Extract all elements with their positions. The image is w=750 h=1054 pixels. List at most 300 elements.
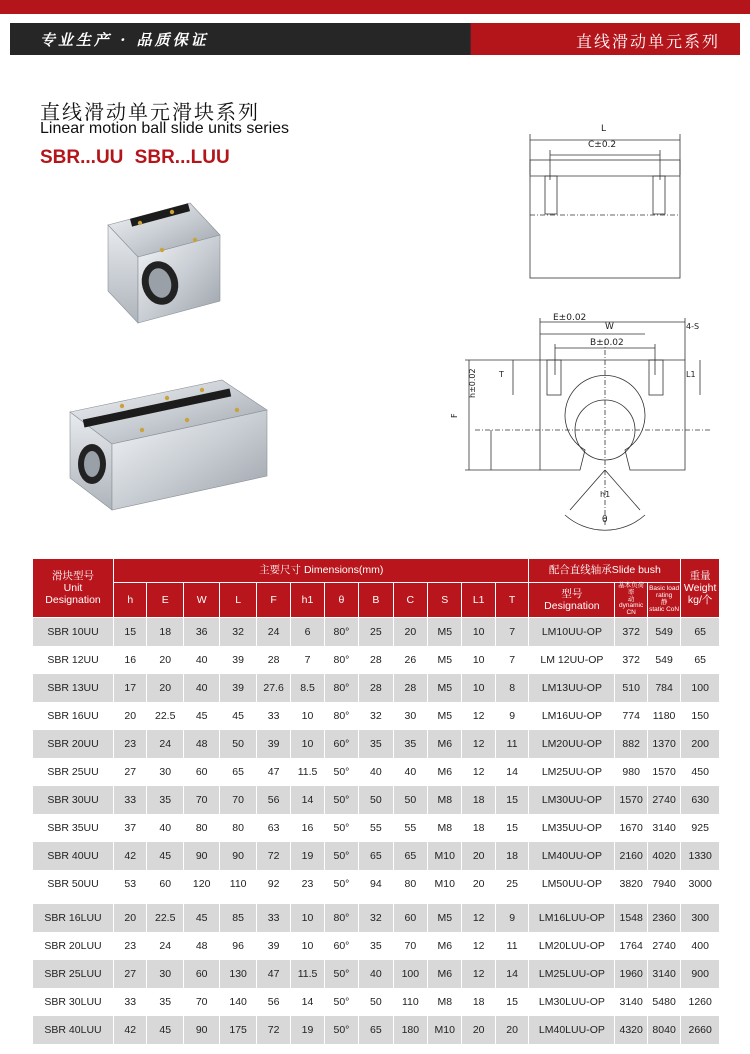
table-cell: 32 (359, 904, 393, 932)
table-cell: 549 (647, 618, 680, 646)
table-cell: SBR 20LUU (33, 932, 114, 960)
table-cell: 8040 (647, 1016, 680, 1044)
header-dimensions: 主要尺寸 Dimensions(mm) (114, 559, 529, 583)
table-cell: 1260 (681, 988, 720, 1016)
table-cell: LM16LUU-OP (529, 904, 615, 932)
table-cell: 28 (359, 646, 393, 674)
table-cell: 3140 (647, 960, 680, 988)
table-cell: 65 (359, 1016, 393, 1044)
table-cell: 1670 (615, 814, 647, 842)
header-static-en: static CoN (649, 605, 680, 613)
table-cell: 24 (147, 730, 183, 758)
table-cell: M6 (428, 758, 462, 786)
table-cell: 30 (393, 702, 427, 730)
dim-h1: h1 (600, 490, 611, 499)
spec-table (32, 558, 720, 1044)
table-cell: 925 (681, 814, 720, 842)
table-cell: 70 (183, 988, 219, 1016)
table-cell: 20 (114, 904, 147, 932)
table-cell: 14 (291, 988, 324, 1016)
table-cell: 11.5 (291, 758, 324, 786)
table-row (33, 758, 720, 786)
header-unit-en2: Designation (45, 594, 101, 607)
table-cell: M5 (428, 674, 462, 702)
table-cell: 980 (615, 758, 647, 786)
table-cell: 10 (462, 618, 495, 646)
page-title-en: Linear motion ball slide units series (40, 120, 290, 137)
table-cell: 15 (495, 786, 528, 814)
table-row (33, 646, 720, 674)
model-names: SBR...UU SBR...LUU (40, 147, 230, 168)
table-cell: 35 (393, 730, 427, 758)
table-cell: 56 (256, 786, 290, 814)
table-cell: 23 (114, 932, 147, 960)
table-cell: 3140 (647, 814, 680, 842)
table-row (33, 960, 720, 988)
table-cell: 50° (324, 988, 358, 1016)
table-cell: SBR 50UU (33, 870, 114, 898)
header-slide-bush: 配合直线轴承Slide bush (529, 559, 681, 583)
dim-E: E±0.02 (553, 313, 587, 323)
table-cell: 1548 (615, 904, 647, 932)
header-col-6: θ (324, 583, 358, 618)
table-cell: 100 (681, 674, 720, 702)
table-cell: 80° (324, 646, 358, 674)
table-cell: 50° (324, 960, 358, 988)
table-cell: 23 (291, 870, 324, 898)
table-row (33, 870, 720, 898)
table-cell: SBR 13UU (33, 674, 114, 702)
table-cell: SBR 16UU (33, 702, 114, 730)
header-load-en: Basic load rating (649, 585, 680, 600)
dim-theta: θ (602, 515, 608, 525)
header-static-cn: 静 (660, 599, 668, 607)
header-col-11: T (495, 583, 528, 618)
header-dynamic (615, 583, 647, 618)
table-cell: SBR 10UU (33, 618, 114, 646)
table-cell: SBR 30LUU (33, 988, 114, 1016)
table-cell: LM 12UU-OP (529, 646, 615, 674)
table-cell: 18 (462, 786, 495, 814)
table-cell: 45 (220, 702, 256, 730)
table-cell: 65 (393, 842, 427, 870)
table-cell: 4320 (615, 1016, 647, 1044)
table-cell: 549 (647, 646, 680, 674)
table-row (33, 932, 720, 960)
table-cell: 11.5 (291, 960, 324, 988)
table-cell: 53 (114, 870, 147, 898)
table-cell: 14 (495, 758, 528, 786)
table-cell: 15 (495, 814, 528, 842)
table-cell: 1180 (647, 702, 680, 730)
table-cell: 39 (256, 932, 290, 960)
table-cell: 150 (681, 702, 720, 730)
table-cell: 12 (462, 932, 495, 960)
table-cell: 3820 (615, 870, 647, 898)
table-cell: 80 (393, 870, 427, 898)
table-cell: M5 (428, 646, 462, 674)
table-cell: 28 (393, 674, 427, 702)
table-cell: 24 (147, 932, 183, 960)
table-cell: SBR 12UU (33, 646, 114, 674)
table-cell: LM35UU-OP (529, 814, 615, 842)
table-cell: 40 (359, 758, 393, 786)
table-cell: M10 (428, 842, 462, 870)
table-cell: 50 (393, 786, 427, 814)
header-col-0: h (114, 583, 147, 618)
table-cell: 55 (359, 814, 393, 842)
table-cell: SBR 25UU (33, 758, 114, 786)
table-cell: 1570 (615, 786, 647, 814)
table-cell: SBR 16LUU (33, 904, 114, 932)
table-cell: 70 (220, 786, 256, 814)
header-dynamic-en: dynamic CN (619, 602, 644, 617)
header-col-1: E (147, 583, 183, 618)
table-cell: 12 (462, 904, 495, 932)
table-cell: M8 (428, 814, 462, 842)
banner-red-strip (0, 0, 750, 14)
table-cell: 20 (114, 702, 147, 730)
table-cell: LM16UU-OP (529, 702, 615, 730)
table-cell: 27 (114, 758, 147, 786)
table-cell: 40 (359, 960, 393, 988)
table-cell: 90 (183, 842, 219, 870)
table-cell: LM20LUU-OP (529, 932, 615, 960)
table-cell: LM40UU-OP (529, 842, 615, 870)
table-cell: SBR 35UU (33, 814, 114, 842)
table-cell: 300 (681, 904, 720, 932)
table-cell: 630 (681, 786, 720, 814)
table-cell: 10 (291, 904, 324, 932)
table-cell: 3140 (615, 988, 647, 1016)
table-cell: 11 (495, 730, 528, 758)
table-cell: 1330 (681, 842, 720, 870)
table-cell: 42 (114, 842, 147, 870)
table-cell: 60 (393, 904, 427, 932)
table-cell: 110 (393, 988, 427, 1016)
header-weight-en2: kg/个 (687, 594, 713, 607)
table-cell: 14 (291, 786, 324, 814)
table-cell: 882 (615, 730, 647, 758)
product-photo-sbr-luu (62, 368, 277, 518)
table-cell: 45 (183, 702, 219, 730)
table-cell: M8 (428, 786, 462, 814)
table-cell: 28 (359, 674, 393, 702)
table-cell: 60 (183, 960, 219, 988)
table-cell: 19 (291, 842, 324, 870)
table-cell: 80° (324, 702, 358, 730)
table-cell: 30 (147, 758, 183, 786)
table-cell: 60 (147, 870, 183, 898)
table-cell: 36 (183, 618, 219, 646)
table-cell: 2740 (647, 786, 680, 814)
table-cell: M5 (428, 618, 462, 646)
dim-W: W (605, 322, 614, 332)
table-cell: M6 (428, 960, 462, 988)
table-cell: M5 (428, 904, 462, 932)
table-cell: 65 (681, 646, 720, 674)
header-col-5: h1 (291, 583, 324, 618)
table-cell: 120 (183, 870, 219, 898)
table-cell: 50 (220, 730, 256, 758)
table-cell: 27.6 (256, 674, 290, 702)
table-cell: 60° (324, 730, 358, 758)
table-row (33, 786, 720, 814)
table-cell: 42 (114, 1016, 147, 1044)
dim-B: B±0.02 (590, 338, 624, 348)
table-cell: 47 (256, 758, 290, 786)
table-cell: 80° (324, 618, 358, 646)
table-cell: 50 (359, 786, 393, 814)
table-cell: 80° (324, 904, 358, 932)
table-cell: 17 (114, 674, 147, 702)
table-cell: 28 (256, 646, 290, 674)
table-cell: 200 (681, 730, 720, 758)
table-cell: 45 (147, 842, 183, 870)
table-cell: 7 (291, 646, 324, 674)
table-cell: 37 (114, 814, 147, 842)
table-cell: 450 (681, 758, 720, 786)
table-cell: 26 (393, 646, 427, 674)
table-row (33, 988, 720, 1016)
table-cell: 11 (495, 932, 528, 960)
table-cell: LM10UU-OP (529, 618, 615, 646)
table-cell: LM30UU-OP (529, 786, 615, 814)
table-cell: 90 (183, 1016, 219, 1044)
header-designation (529, 583, 615, 618)
table-cell: 22.5 (147, 904, 183, 932)
table-cell: 25 (495, 870, 528, 898)
dim-L1: L1 (686, 370, 696, 379)
table-cell: 18 (462, 814, 495, 842)
table-cell: 50° (324, 842, 358, 870)
header-col-7: B (359, 583, 393, 618)
table-cell: 1370 (647, 730, 680, 758)
table-cell: 27 (114, 960, 147, 988)
table-cell: 33 (256, 904, 290, 932)
table-cell: 140 (220, 988, 256, 1016)
table-cell: 774 (615, 702, 647, 730)
table-cell: 10 (291, 932, 324, 960)
table-cell: 94 (359, 870, 393, 898)
table-cell: 15 (495, 988, 528, 1016)
banner-series-title: 直线滑动单元系列 (575, 32, 720, 51)
table-cell: M6 (428, 932, 462, 960)
table-cell: LM13UU-OP (529, 674, 615, 702)
table-cell: 18 (462, 988, 495, 1016)
header-col-3: L (220, 583, 256, 618)
header-col-9: S (428, 583, 462, 618)
header-col-2: W (183, 583, 219, 618)
technical-drawing-end (455, 300, 720, 535)
table-cell: 20 (393, 618, 427, 646)
table-cell: 7940 (647, 870, 680, 898)
table-cell: 48 (183, 730, 219, 758)
header-col-10: L1 (462, 583, 495, 618)
table-cell: 80° (324, 674, 358, 702)
table-cell: LM40LUU-OP (529, 1016, 615, 1044)
table-cell: 39 (220, 646, 256, 674)
table-cell: 33 (256, 702, 290, 730)
header-weight-en1: Weight (683, 582, 717, 594)
table-cell: 5480 (647, 988, 680, 1016)
table-cell: 7 (495, 618, 528, 646)
table-cell: LM25LUU-OP (529, 960, 615, 988)
table-cell: 175 (220, 1016, 256, 1044)
table-cell: 10 (462, 674, 495, 702)
table-cell: 12 (462, 702, 495, 730)
table-cell: 4020 (647, 842, 680, 870)
table-cell: 8 (495, 674, 528, 702)
table-cell: 18 (147, 618, 183, 646)
table-cell: 90 (220, 842, 256, 870)
table-cell: LM20UU-OP (529, 730, 615, 758)
table-row (33, 904, 720, 932)
table-cell: 180 (393, 1016, 427, 1044)
table-cell: 63 (256, 814, 290, 842)
table-cell: 20 (462, 870, 495, 898)
table-cell: 72 (256, 842, 290, 870)
table-cell: 40 (393, 758, 427, 786)
header-unit-en1: Unit (63, 582, 83, 594)
table-cell: 16 (291, 814, 324, 842)
table-cell: 8.5 (291, 674, 324, 702)
table-cell: 10 (291, 702, 324, 730)
table-row (33, 1016, 720, 1044)
header-load-cn: 基本负荷率 (618, 582, 645, 596)
table-cell: 35 (147, 786, 183, 814)
table-cell: 20 (495, 1016, 528, 1044)
table-cell: 2660 (681, 1016, 720, 1044)
header-designation-en: Designation (544, 600, 600, 613)
header-col-8: C (393, 583, 427, 618)
table-cell: SBR 30UU (33, 786, 114, 814)
table-cell: 56 (256, 988, 290, 1016)
table-cell: SBR 25LUU (33, 960, 114, 988)
table-cell: 20 (147, 674, 183, 702)
table-cell: 9 (495, 702, 528, 730)
table-cell: 40 (183, 646, 219, 674)
table-row (33, 702, 720, 730)
table-cell: 60° (324, 932, 358, 960)
table-cell: 65 (681, 618, 720, 646)
table-cell: 47 (256, 960, 290, 988)
dim-S: 4-S (686, 322, 700, 331)
table-cell: 100 (393, 960, 427, 988)
dim-C-top: C±0.2 (588, 140, 617, 150)
table-cell: 30 (147, 960, 183, 988)
table-cell: 12 (462, 960, 495, 988)
table-cell: 33 (114, 786, 147, 814)
table-cell: 1570 (647, 758, 680, 786)
table-row (33, 730, 720, 758)
table-cell: LM50UU-OP (529, 870, 615, 898)
table-cell: 50° (324, 786, 358, 814)
table-cell: 35 (359, 932, 393, 960)
table-cell: 96 (220, 932, 256, 960)
table-cell: 45 (147, 1016, 183, 1044)
table-cell: 45 (183, 904, 219, 932)
dim-T: T (499, 370, 504, 379)
table-cell: SBR 40LUU (33, 1016, 114, 1044)
table-cell: 1764 (615, 932, 647, 960)
table-cell: 20 (462, 842, 495, 870)
table-cell: 20 (462, 1016, 495, 1044)
table-cell: 900 (681, 960, 720, 988)
table-cell: SBR 40UU (33, 842, 114, 870)
table-cell: 33 (114, 988, 147, 1016)
table-cell: 510 (615, 674, 647, 702)
header-unit-cn: 滑块型号 (52, 569, 95, 582)
dim-L-top: L (601, 124, 607, 134)
table-cell: 80 (220, 814, 256, 842)
table-cell: 20 (147, 646, 183, 674)
banner-slogan: 专业生产 · 品质保证 (40, 31, 209, 49)
table-cell: 70 (183, 786, 219, 814)
table-cell: 372 (615, 646, 647, 674)
table-cell: 7 (495, 646, 528, 674)
table-cell: 35 (147, 988, 183, 1016)
table-cell: 50 (359, 988, 393, 1016)
table-cell: 92 (256, 870, 290, 898)
table-cell: 50° (324, 1016, 358, 1044)
table-cell: 2360 (647, 904, 680, 932)
table-cell: 9 (495, 904, 528, 932)
table-cell: 12 (462, 758, 495, 786)
table-cell: 16 (114, 646, 147, 674)
table-cell: 32 (220, 618, 256, 646)
table-cell: M10 (428, 870, 462, 898)
header-dynamic-cn: 动 (627, 595, 635, 603)
table-cell: 35 (359, 730, 393, 758)
table-cell: 55 (393, 814, 427, 842)
table-cell: LM30LUU-OP (529, 988, 615, 1016)
table-cell: 14 (495, 960, 528, 988)
table-cell: 1960 (615, 960, 647, 988)
table-cell: 50° (324, 814, 358, 842)
table-cell: 2740 (647, 932, 680, 960)
table-cell: 50° (324, 758, 358, 786)
product-photo-sbr-uu (100, 195, 250, 335)
table-cell: 400 (681, 932, 720, 960)
header-unit-designation (33, 559, 114, 618)
table-cell: 50° (324, 870, 358, 898)
table-cell: 130 (220, 960, 256, 988)
page-title-cn: 直线滑动单元滑块系列 (40, 100, 260, 124)
table-cell: 10 (291, 730, 324, 758)
dim-h: h±0.02 (468, 368, 477, 398)
table-cell: 372 (615, 618, 647, 646)
table-cell: M5 (428, 702, 462, 730)
header-banner (0, 0, 750, 64)
table-cell: 22.5 (147, 702, 183, 730)
table-cell: 60 (183, 758, 219, 786)
dim-F: F (450, 413, 459, 418)
table-cell: M8 (428, 988, 462, 1016)
table-cell: 25 (359, 618, 393, 646)
table-cell: LM25UU-OP (529, 758, 615, 786)
table-cell: 65 (359, 842, 393, 870)
table-cell: 39 (220, 674, 256, 702)
table-cell: 65 (220, 758, 256, 786)
table-cell: 18 (495, 842, 528, 870)
header-col-4: F (256, 583, 290, 618)
table-cell: 110 (220, 870, 256, 898)
table-row (33, 618, 720, 646)
table-cell: 19 (291, 1016, 324, 1044)
table-cell: SBR 20UU (33, 730, 114, 758)
table-cell: 85 (220, 904, 256, 932)
